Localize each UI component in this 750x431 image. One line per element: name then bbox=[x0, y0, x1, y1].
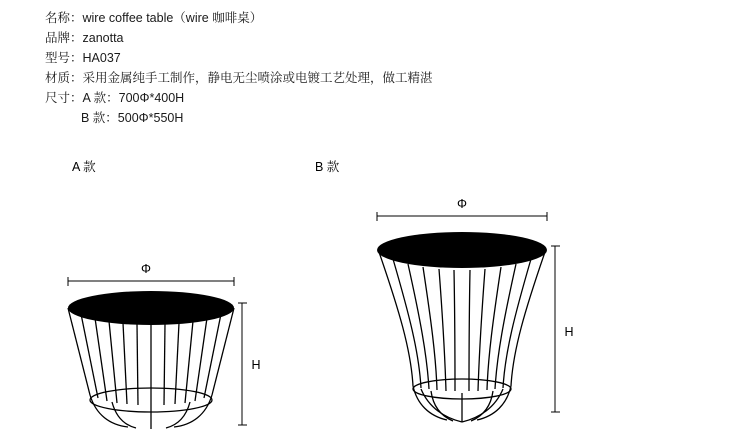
figure-a-height-text: H bbox=[251, 358, 261, 372]
figure-b-height-text: H bbox=[564, 325, 574, 339]
spec-line-size-a: 尺寸：A 款：700Φ*400H bbox=[45, 91, 185, 105]
figure-a-diameter-text: Φ bbox=[141, 262, 151, 276]
spec-line-model: 型号：HA037 bbox=[45, 51, 121, 65]
figure-a-label: A 款 bbox=[72, 160, 96, 174]
spec-line-size-b: B 款：500Φ*550H bbox=[81, 111, 184, 125]
figure-b-drawing bbox=[355, 190, 585, 431]
spec-line-name: 名称：wire coffee table（wire 咖啡桌） bbox=[45, 11, 263, 25]
product-spec-list bbox=[45, 8, 433, 128]
figure-a-drawing bbox=[50, 255, 290, 431]
figure-b-label: B 款 bbox=[315, 160, 340, 174]
figure-b-diameter-text: Φ bbox=[457, 197, 467, 211]
spec-line-material: 材质：采用金属纯手工制作，静电无尘喷涂或电镀工艺处理，做工精湛 bbox=[45, 71, 433, 85]
spec-line-brand: 品牌：zanotta bbox=[45, 31, 124, 45]
